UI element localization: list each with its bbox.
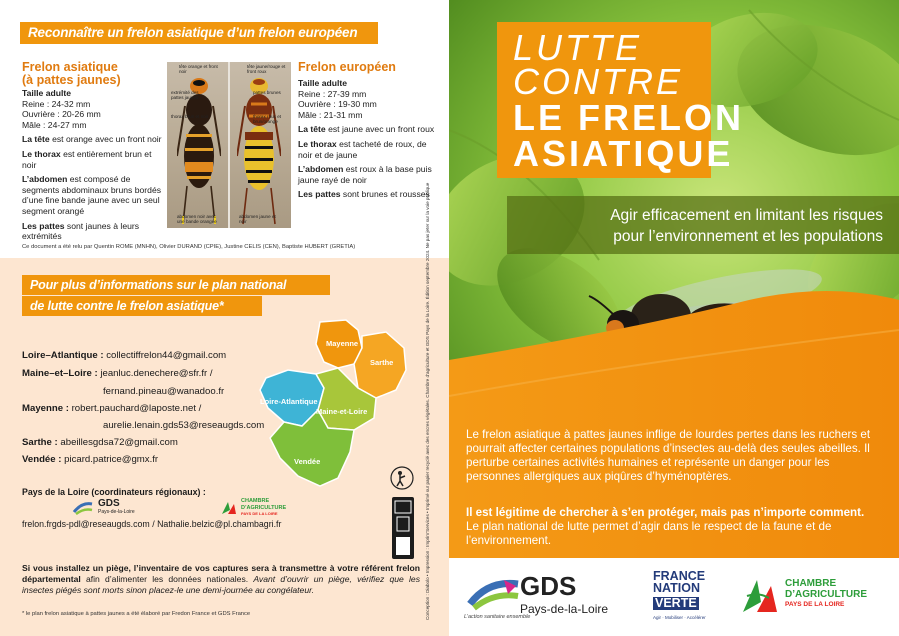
european-head-label: La tête	[298, 124, 326, 135]
asian-thorax-text: est entièrement brun et noir	[22, 148, 152, 170]
review-credit: Ce document a été relu par Quentin ROME (MNHN), Olivier DURAND (CPIE), Justine CELIS (CEN), Baptiste HUBERT (GRETIA)	[22, 244, 356, 250]
print-credits-text: Conception : Diabolo • Impression : Imprim’Services • Imprimé sur papier recyclé avec des encres végétales. Chambre d’agriculture et GDS Pays de la Loire. Édition septembre 2024. Ne pas jeter sur la voie publique	[425, 182, 430, 620]
asian-title	[22, 61, 121, 87]
regional-emails[interactable]: frelon.frgds-pdl@reseaugds.com / Nathalie.belzic@pl.chambagri.fr	[22, 519, 282, 529]
contact-vendee	[22, 454, 158, 465]
pays-de-la-loire-map	[258, 318, 408, 488]
asian-title-line1: Frelon asiatique	[22, 60, 118, 74]
european-size-male: Mâle : 21-31 mm	[298, 109, 363, 120]
cover-title-line1: LUTTE	[513, 27, 643, 68]
contact-maine-et-loire	[22, 368, 213, 379]
hornet-comparison-photo	[167, 62, 291, 228]
asian-head-label: La tête	[22, 134, 50, 145]
gds-small-name: GDS	[98, 498, 120, 509]
annotation-european-legs: pattes brunes	[253, 90, 281, 95]
contact-email[interactable]: collectiffrelon44@gmail.com	[103, 350, 227, 361]
asian-legs-label: Les pattes	[22, 220, 65, 231]
european-size-worker: Ouvrière : 19-30 mm	[298, 99, 377, 110]
contact-email[interactable]: abeillesgdsa72@gmail.com	[57, 437, 178, 448]
contact-email[interactable]: picard.patrice@gmx.fr	[61, 454, 159, 465]
fnv-line2: NATION	[653, 581, 700, 595]
asian-legs-text: sont jaunes à leurs extrémités	[22, 220, 140, 242]
chambre-agriculture-logo	[739, 572, 889, 626]
european-size-queen: Reine : 27-39 mm	[298, 88, 367, 99]
asian-abdomen-text: est composé de segments abdominaux bruns bordés d’une fine bande jaune avec un seul segment orangé	[22, 174, 162, 216]
asian-size-worker: Ouvrière : 20-26 mm	[22, 109, 101, 120]
info-banner-line2: de lutte contre le frelon asiatique*	[22, 296, 262, 316]
cover-paragraph-1: Le frelon asiatique à pattes jaunes inflige de lourdes pertes dans les ruchers et pourrait affecter certaines populations d’insectes au-delà des seules abeilles. Il perturbe certaines activités humaines et représente un danger pour les personnes allergiques aux piqûres d’hyménoptères.	[466, 428, 871, 483]
asian-size-label: Taille adulte	[22, 88, 72, 98]
fnv-line3: VERTE	[655, 596, 697, 610]
cover-paragraph-2-text: Le plan national de lutte permet d’agir dans le respect de la faune et de l’environnement.	[466, 520, 832, 547]
info-banner-line1: Pour plus d’informations sur le plan national	[22, 275, 330, 295]
fnv-line1: FRANCE	[653, 569, 706, 583]
gds-logo-small	[72, 500, 135, 516]
cover-title-line2: CONTRE	[513, 61, 683, 102]
gds-small-region: Pays-de-la-Loire	[98, 509, 135, 515]
european-hornet-illustration	[237, 76, 281, 226]
ca-line2: D’AGRICULTURE	[785, 589, 868, 600]
gds-swoosh-icon	[464, 574, 524, 614]
asian-head-text: est orange avec un front noir	[49, 134, 162, 145]
contact-loire-atlantique	[22, 350, 226, 361]
contact-mayenne-2	[103, 420, 264, 431]
european-size-label: Taille adulte	[298, 78, 348, 88]
european-legs-text: sont brunes et rousses	[340, 189, 430, 200]
annotation-asian-legs: extrémité des pattes jaunes	[171, 90, 199, 100]
gds-swoosh-icon	[72, 500, 94, 516]
gds-name: GDS	[520, 571, 577, 601]
map-label-vendee: Vendée	[294, 457, 321, 466]
france-nation-verte-logo	[653, 570, 721, 628]
triman-sorting-icon	[392, 497, 414, 559]
annotation-european-head: tête jaune/rouge et front roux	[247, 64, 286, 74]
ca-small-line2: D’AGRICULTURE	[241, 504, 287, 511]
chambre-agriculture-emblem-icon	[739, 576, 783, 616]
contact-dept: Loire–Atlantique :	[22, 350, 104, 361]
asian-abdomen-label: L’abdomen	[22, 174, 68, 185]
chambre-agriculture-emblem-icon	[220, 500, 238, 516]
contact-dept: Maine–et–Loire :	[22, 368, 98, 379]
cover-paragraph-2	[466, 506, 878, 548]
contact-maine-et-loire-2	[103, 386, 224, 397]
european-thorax-label: Le thorax	[298, 138, 337, 149]
left-panel	[0, 0, 449, 636]
ca-small-line1: CHAMBRE	[241, 498, 270, 504]
european-legs-label: Les pattes	[298, 189, 341, 200]
chambre-agriculture-logo-small	[220, 498, 286, 518]
print-credits-vertical	[420, 182, 430, 620]
contact-dept: Vendée :	[22, 454, 62, 465]
recognize-banner: Reconnaître un frelon asiatique d’un frelon européen	[20, 22, 378, 44]
footnote: * le plan frelon asiatique à pattes jaunes a été élaboré par Fredon France et GDS France	[22, 611, 251, 617]
asian-size-queen: Reine : 24-32 mm	[22, 98, 91, 109]
ca-line3: PAYS DE LA LOIRE	[785, 601, 845, 608]
recycle-tidy-man-icon	[390, 466, 414, 490]
map-label-sarthe: Sarthe	[370, 358, 394, 367]
european-head-text: est jaune avec un front roux	[325, 124, 435, 135]
contact-email[interactable]: jeanluc.denechere@sfr.fr /	[97, 368, 213, 379]
contact-mayenne	[22, 403, 201, 414]
map-label-maine-et-loire: Maine-et-Loire	[316, 407, 368, 416]
contact-dept: Sarthe :	[22, 437, 58, 448]
cover-title-line3: LE FRELON	[513, 97, 744, 138]
trap-notice-text: afin d’alimenter les données nationales.	[80, 574, 254, 584]
contact-email[interactable]: robert.pauchard@laposte.net /	[68, 403, 202, 414]
european-abdomen-label: L’abdomen	[298, 164, 344, 175]
gds-tagline: L’action sanitaire ensemble	[464, 614, 531, 620]
photo-divider	[228, 62, 230, 228]
ca-line1: CHAMBRE	[785, 578, 837, 589]
ca-small-line3: PAYS DE LA LOIRE	[241, 511, 278, 516]
european-abdomen-text: est roux à la base puis jaune rayé de noir	[298, 164, 432, 185]
regional-coordinators-title: Pays de la Loire (coordinateurs régionaux) :	[22, 487, 206, 497]
trap-notice	[22, 563, 420, 596]
trap-notice-bold: Si vous installez un piège, l’inventaire de vos captures sera à transmettre à votre référent frelon départemental	[22, 563, 420, 584]
contact-sarthe	[22, 437, 178, 448]
contact-email[interactable]: aurelie.lenain.gds53@reseaugds.com	[103, 420, 265, 431]
annotation-asian-abdomen: abdomen noir avec une bande orangée	[177, 214, 217, 224]
annotation-asian-head: tête orange et front noir	[179, 64, 218, 74]
european-thorax-text: est tacheté de roux, de noir et de jaune	[298, 138, 427, 160]
european-description	[298, 78, 438, 204]
map-label-loire-atlantique: Loire-Atlantique	[260, 397, 318, 406]
fnv-tagline: Agir · Mobiliser · Accélérer	[653, 615, 706, 620]
cover-title-line4: ASIATIQUE	[513, 133, 734, 174]
gds-logo	[464, 570, 614, 630]
cover-subtitle-line2: pour l’environnement et les populations	[613, 228, 883, 245]
asian-size-male: Mâle : 24-27 mm	[22, 119, 87, 130]
cover-subtitle-line1: Agir efficacement en limitant les risques	[610, 207, 883, 224]
contact-email[interactable]: fernand.pineau@wanadoo.fr	[103, 386, 225, 397]
gds-region: Pays-de-la-Loire	[520, 602, 609, 616]
annotation-asian-thorax: thorax brun et noir	[171, 114, 209, 119]
annotation-european-thorax: thorax roux et brun/orange	[253, 114, 282, 124]
asian-thorax-label: Le thorax	[22, 148, 61, 159]
european-title: Frelon européen	[298, 60, 396, 74]
cover-panel	[449, 0, 899, 636]
trap-notice-italic: Avant d’ouvrir un piège, vérifiez que les insectes piégés sont morts sinon placez-le une demi-journée au congélateur.	[22, 574, 420, 595]
annotation-european-abdomen: abdomen jaune et noir	[239, 214, 276, 224]
asian-description	[22, 88, 162, 246]
cover-paragraph-2-bold: Il est légitime de chercher à s’en protéger, mais pas n’importe comment.	[466, 506, 865, 519]
map-label-mayenne: Mayenne	[326, 339, 359, 348]
asian-title-line2: (à pattes jaunes)	[22, 73, 121, 87]
contact-dept: Mayenne :	[22, 403, 69, 414]
